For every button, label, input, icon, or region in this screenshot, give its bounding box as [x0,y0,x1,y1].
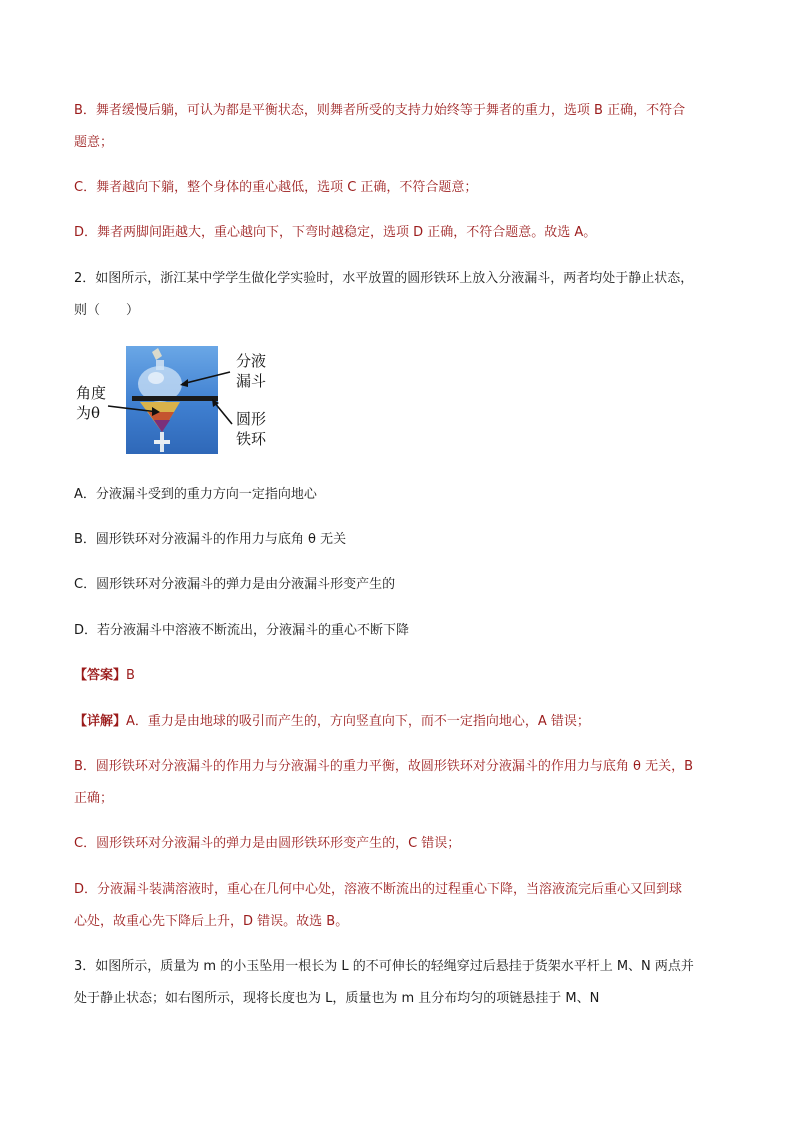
funnel-figure [74,340,304,460]
answer-value: B [126,668,135,683]
label-angle-2: 为θ [76,404,101,422]
answer-line-c: C．舞者越向下躺，整个身体的重心越低，选项 C 正确，不符合题意； [74,180,478,195]
label-ring-2: 铁环 [236,430,267,448]
label-ring-1: 圆形 [236,410,267,428]
question-3-stem-cont: 处于静止状态；如右图所示，现将长度也为 L，质量也为 m 且分布均匀的项链悬挂于 M、N [74,991,600,1006]
answer-line-d: D．舞者两脚间距越大，重心越向下，下弯时越稳定，选项 D 正确，不符合题意。故选 A。 [74,225,597,240]
label-funnel-2: 漏斗 [236,372,267,390]
answer-line-b: B．舞者缓慢后躺，可认为都是平衡状态，则舞者所受的支持力始终等于舞者的重力，选项 B 正确，不符合 [74,103,686,118]
option-b: B．圆形铁环对分液漏斗的作用力与底角 θ 无关 [74,532,347,547]
label-funnel-1: 分液 [236,352,267,370]
question-2-stem: 2．如图所示，浙江某中学学生做化学实验时，水平放置的圆形铁环上放入分液漏斗，两者均处于静止状态， [74,271,694,286]
question-2-stem-cont: 则（ ） [74,303,140,318]
explain-label: 【详解】 [74,714,127,729]
explain-line-c: C．圆形铁环对分液漏斗的弹力是由圆形铁环形变产生的，C 错误； [74,836,461,851]
label-angle-1: 角度 [76,384,107,402]
explain-line-a: A．重力是由地球的吸引而产生的，方向竖直向下，而不一定指向地心，A 错误； [126,714,590,729]
answer-row [74,667,135,685]
option-d: D．若分液漏斗中溶液不断流出，分液漏斗的重心不断下降 [74,623,410,638]
explain-line-b-cont: 正确； [74,791,114,806]
explain-row-1 [74,713,590,731]
explain-line-d: D．分液漏斗装满溶液时，重心在几何中心处，溶液不断流出的过程重心下降，当溶液流完后重心又回到球 [74,882,683,897]
explain-line-b: B．圆形铁环对分液漏斗的作用力与分液漏斗的重力平衡，故圆形铁环对分液漏斗的作用力与底角 θ 无关，B [74,759,694,774]
option-a: A．分液漏斗受到的重力方向一定指向地心 [74,487,317,502]
figure-arrows [74,340,304,460]
answer-line-b-cont: 题意； [74,135,114,150]
option-c: C．圆形铁环对分液漏斗的弹力是由分液漏斗形变产生的 [74,577,396,592]
question-3-stem: 3．如图所示，质量为 m 的小玉坠用一根长为 L 的不可伸长的轻绳穿过后悬挂于货架水平杆上 M、N 两点并 [74,959,694,974]
explain-line-d-cont: 心处，故重心先下降后上升，D 错误。故选 B。 [74,914,349,929]
answer-label: 【答案】 [74,668,127,683]
